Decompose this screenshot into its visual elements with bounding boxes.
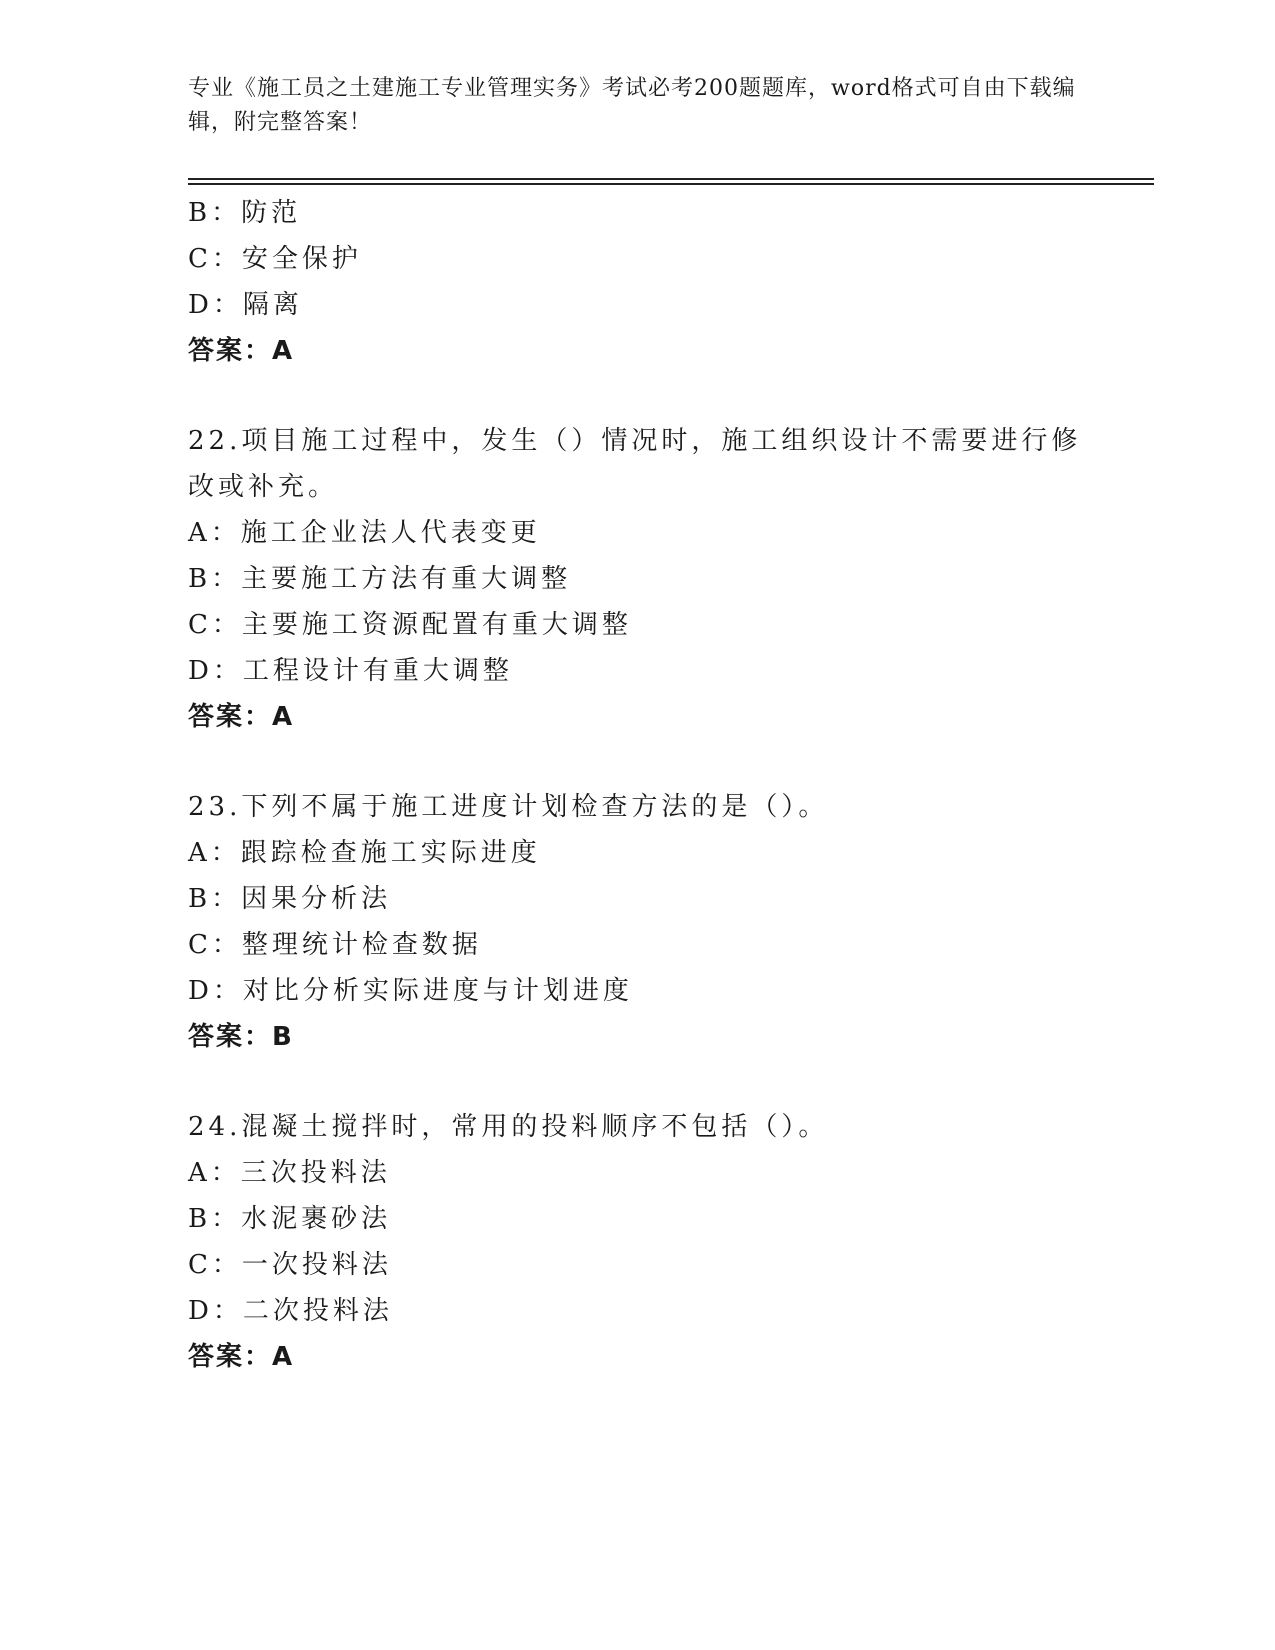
spacer [188,1060,1088,1104]
option-b: B：水泥裹砂法 [188,1204,392,1234]
option-b: B：因果分析法 [188,884,392,914]
option-a: A：三次投料法 [188,1158,391,1188]
spacer [188,740,1088,784]
answer-line: 答案：B [188,1022,294,1052]
option-c: C：一次投料法 [188,1250,392,1280]
question-content [188,190,1088,1380]
option-d: D：对比分析实际进度与计划进度 [188,976,633,1006]
answer-line: 答案：A [188,702,295,732]
option-c: C：安全保护 [188,244,362,274]
option-a: A：施工企业法人代表变更 [188,518,541,548]
option-d: D：工程设计有重大调整 [188,656,513,686]
question-21-continued [188,190,1088,374]
option-b: B：主要施工方法有重大调整 [188,564,572,594]
question-22 [188,418,1088,740]
option-d: D：二次投料法 [188,1296,393,1326]
question-23 [188,784,1088,1060]
header-divider-top [188,178,1154,180]
option-a: A：跟踪检查施工实际进度 [188,838,541,868]
header-divider-bottom [188,183,1154,185]
question-stem: 24.混凝土搅拌时，常用的投料顺序不包括（）。 [188,1112,829,1142]
question-stem: 22.项目施工过程中，发生（）情况时，施工组织设计不需要进行修改或补充。 [188,426,1082,502]
option-c: C：主要施工资源配置有重大调整 [188,610,632,640]
answer-line: 答案：A [188,1342,295,1372]
answer-line: 答案：A [188,336,295,366]
question-stem: 23.下列不属于施工进度计划检查方法的是（）。 [188,792,829,822]
option-c: C：整理统计检查数据 [188,930,482,960]
document-header: 专业《施工员之土建施工专业管理实务》考试必考200题题库，word格式可自由下载编辑，附完整答案！ [188,76,1076,135]
question-24 [188,1104,1088,1380]
option-d: D：隔离 [188,290,303,320]
spacer [188,374,1088,418]
option-b: B：防范 [188,198,302,228]
